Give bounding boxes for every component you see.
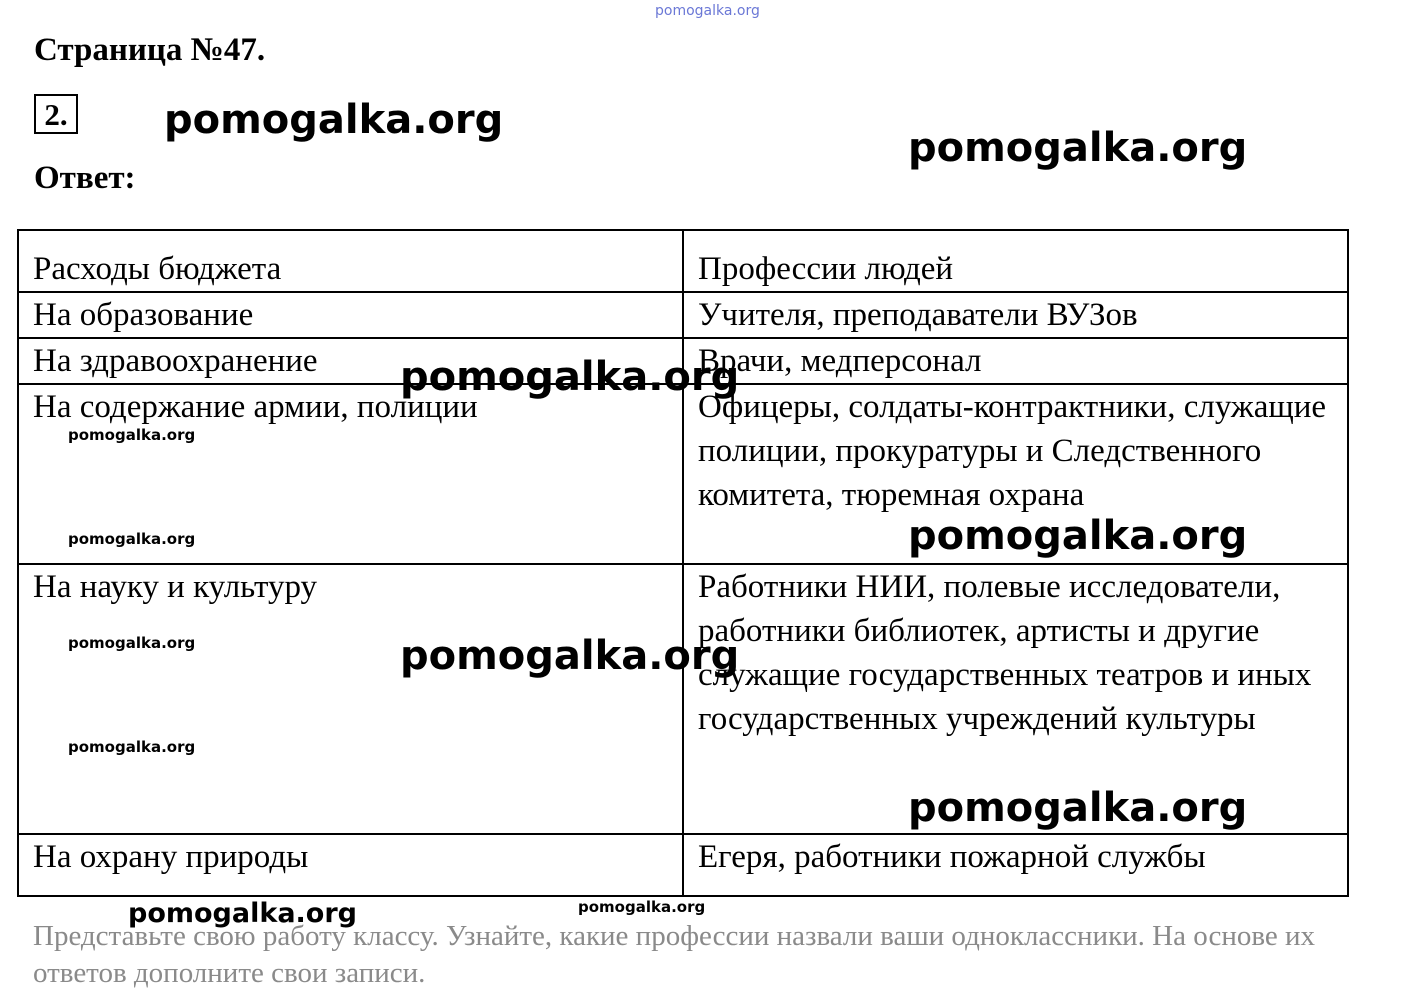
table-cell: На содержание армии, полиции	[18, 384, 683, 564]
watermark: pomogalka.org	[400, 633, 740, 679]
table-cell: Учителя, преподаватели ВУЗов	[683, 292, 1348, 338]
table-cell: Профессии людей	[683, 230, 1348, 292]
table-row	[18, 230, 1348, 292]
watermark: pomogalka.org	[68, 634, 196, 652]
watermark: pomogalka.org	[128, 898, 357, 929]
table-cell: На науку и культуру	[18, 564, 683, 834]
watermark: pomogalka.org	[164, 97, 504, 143]
watermark: pomogalka.org	[908, 125, 1248, 171]
table-cell: На здравоохранение	[18, 338, 683, 384]
footer-instruction: Представьте свою работу классу. Узнайте, какие профессии назвали ваши одноклассники. На основе их ответов дополните свои записи.	[33, 920, 1316, 989]
table-cell: Егеря, работники пожарной службы	[683, 834, 1348, 896]
watermark: pomogalka.org	[908, 785, 1248, 831]
watermark: pomogalka.org	[68, 738, 196, 756]
table-cell: На охрану природы	[18, 834, 683, 896]
table-cell: Офицеры, солдаты-контрактники, служащие полиции, прокуратуры и Следственного комитета, тюремная охрана	[683, 384, 1348, 564]
table-row	[18, 834, 1348, 896]
table-row	[18, 292, 1348, 338]
watermark: pomogalka.org	[68, 426, 196, 444]
page-title: Страница №47.	[34, 32, 266, 68]
watermark: pomogalka.org	[908, 513, 1248, 559]
watermark: pomogalka.org	[68, 530, 196, 548]
watermark: pomogalka.org	[578, 898, 706, 916]
watermark: pomogalka.org	[400, 354, 740, 400]
task-number-box: 2.	[34, 94, 78, 134]
table-cell: Расходы бюджета	[18, 230, 683, 292]
table-cell: Врачи, медперсонал	[683, 338, 1348, 384]
table-cell: Работники НИИ, полевые исследователи, работники библиотек, артисты и другие служащие государственных театров и иных государственных учреждений культуры	[683, 564, 1348, 834]
answer-label: Ответ:	[34, 160, 136, 196]
top-watermark: pomogalka.org	[655, 3, 760, 19]
table-cell: На образование	[18, 292, 683, 338]
